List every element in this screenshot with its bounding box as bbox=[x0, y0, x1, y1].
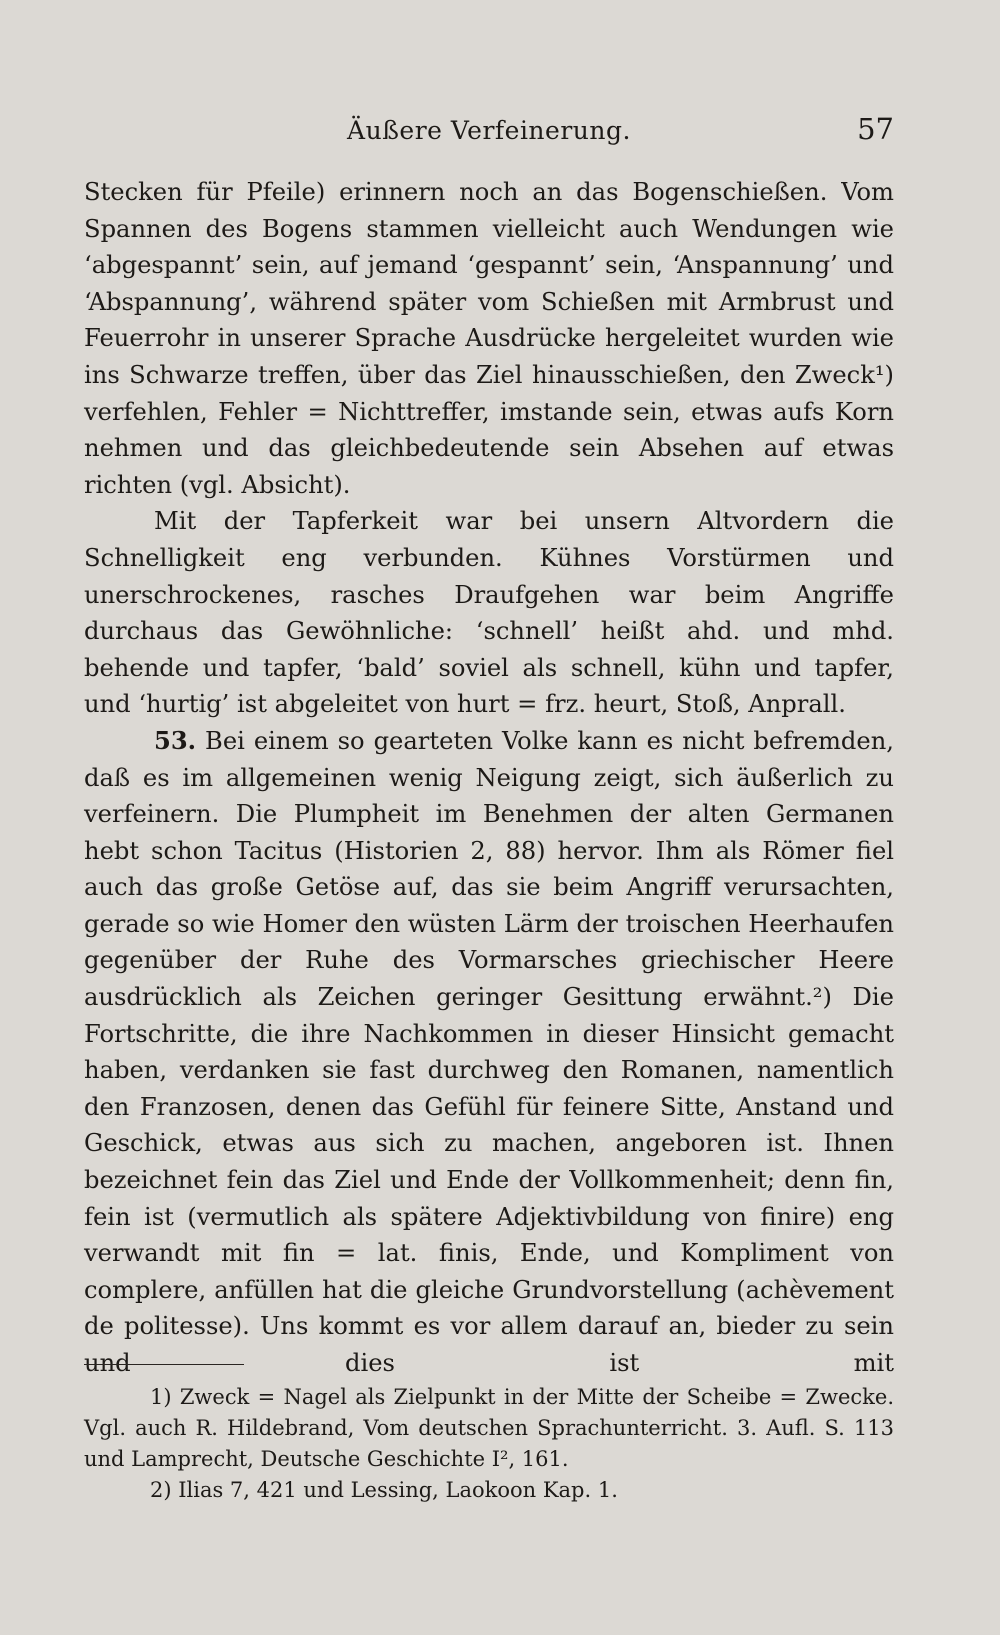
footnote-divider bbox=[84, 1364, 244, 1365]
footnotes bbox=[84, 1382, 894, 1506]
paragraph-3-text: Bei einem so gearteten Volke kann es nicht befremden, daß es im allgemeinen wenig Neigung zeigt, sich äußerlich zu verfeinern. Die Plumpheit im Benehmen der alten Germanen hebt schon Tacitus (Historien 2, 88) hervor. Ihm als Römer fiel auch das große Getöse auf, das sie beim Angriff verursachten, gerade so wie Homer den wüsten Lärm der troischen Heerhaufen gegenüber der Ruhe des Vormarsches griechischer Heere ausdrücklich als Zeichen geringer Gesittung erwähnt.²) Die Fortschritte, die ihre Nachkommen in dieser Hinsicht gemacht haben, verdanken sie fast durchweg den Romanen, namentlich den Franzosen, denen das Gefühl für feinere Sitte, Anstand und Geschick, etwas aus sich zu machen, angeboren ist. Ihnen bezeichnet fein das Ziel und Ende der Vollkommenheit; denn fin, fein ist (vermutlich als spätere Adjektivbildung von finire) eng verwandt mit fin = lat. finis, Ende, und Kompliment von complere, anfüllen hat die gleiche Grundvorstellung (achèvement de politesse). Uns kommt es vor allem darauf an, bieder zu sein und dies ist mit bbox=[84, 726, 894, 1377]
running-head: Äußere Verfeinerung. bbox=[347, 116, 631, 145]
main-text bbox=[84, 174, 894, 1382]
footnote-2: 2) Ilias 7, 421 und Lessing, Laokoon Kap. 1. bbox=[150, 1478, 618, 1502]
paragraph-3 bbox=[84, 723, 894, 1382]
paragraph-2: Mit der Tapferkeit war bei unsern Altvordern die Schnelligkeit eng verbunden. Kühnes Vorstürmen und unerschrockenes, rasches Draufgehen war beim Angriffe durchaus das Gewöhnliche: ‘schnell’ heißt ahd. und mhd. behende und tapfer, ‘bald’ soviel als schnell, kühn und tapfer, und ‘hurtig’ ist abgeleitet von hurt = frz. heurt, Stoß, Anprall. bbox=[84, 507, 894, 719]
page-header bbox=[84, 108, 894, 152]
footnote-1: 1) Zweck = Nagel als Zielpunkt in der Mitte der Scheibe = Zwecke. Vgl. auch R. Hildebrand, Vom deutschen Sprachunterricht. 3. Aufl. S. 113 und Lamprecht, Deutsche Geschichte I², 161. bbox=[84, 1385, 894, 1471]
section-number: 53. bbox=[154, 725, 197, 755]
page-number: 57 bbox=[857, 112, 894, 146]
paragraph-1: Stecken für Pfeile) erinnern noch an das Bogenschießen. Vom Spannen des Bogens stammen vielleicht auch Wendungen wie ‘abgespannt’ sein, auf jemand ‘gespannt’ sein, ‘Anspannung’ und ‘Abspannung’, während später vom Schießen mit Armbrust und Feuerrohr in unserer Sprache Ausdrücke hergeleitet wurden wie ins Schwarze treffen, über das Ziel hinausschießen, den Zweck¹) verfehlen, Fehler = Nichttreffer, imstande sein, etwas aufs Korn nehmen und das gleichbedeutende sein Absehen auf etwas richten (vgl. Absicht). bbox=[84, 178, 894, 499]
